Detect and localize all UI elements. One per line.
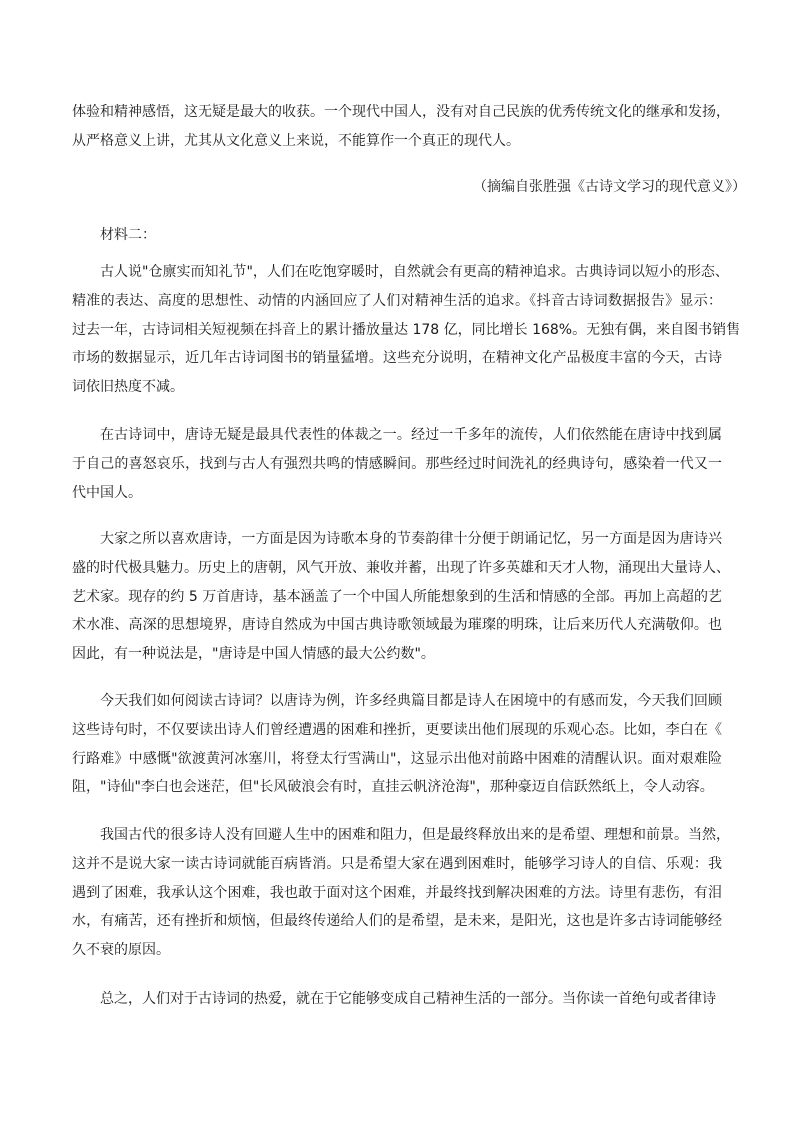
text-line: 阻，"诗仙"李白也会迷茫，但"长风破浪会有时，直挂云帆济沧海"，那种豪迈自信跃然纸上，令人动容。 [72, 779, 714, 796]
paragraph-5 [72, 821, 730, 965]
text-line: 古人说"仓廪实而知礼节"，人们在吃饱穿暖时，自然就会有更高的精神追求。古典诗词以短小的形态、 [100, 264, 729, 280]
paragraph-3 [72, 525, 730, 669]
material-heading: 材料二： [100, 227, 156, 243]
text-line: 水，有痛苦，还有挫折和烦恼，但最终传递给人们的是希望，是未来，是阳光，这也是许多古诗词能够经 [72, 913, 722, 930]
text-line: 行路难》中感慨"欲渡黄河冰塞川，将登太行雪满山"，这显示出他对前路中困难的清醒认识。面对艰难险 [72, 750, 722, 767]
intro-paragraph [72, 98, 730, 156]
text-line: 这些诗句时，不仅要读出诗人们曾经遭遇的困难和挫折，更要读出他们展现的乐观心态。比如，李白在《 [72, 721, 722, 738]
text-line: 过去一年，古诗词相关短视频在抖音上的累计播放量达 178 亿，同比增长 168%。无独有偶，来自图书销售 [72, 321, 741, 338]
text-line: 总之，人们对于古诗词的热爱，就在于它能够变成自己精神生活的一部分。当你读一首绝句或者律诗 [100, 991, 716, 1007]
text-line: 因此，有一种说法是，"唐诗是中国人情感的最大公约数"。 [72, 646, 435, 663]
text-line: 体验和精神感悟，这无疑是最大的收获。一个现代中国人，没有对自己民族的优秀传统文化的继承和发扬， [72, 104, 730, 120]
text-line: 词依旧热度不减。 [72, 379, 184, 396]
text-line: 大家之所以喜欢唐诗，一方面是因为诗歌本身的节奏韵律十分便于朗诵记忆，另一方面是因为唐诗兴 [100, 531, 722, 547]
paragraph-4 [72, 687, 722, 802]
paragraph-6 [72, 985, 722, 1014]
text-line: 从严格意义上讲，尤其从文化意义上来说，不能算作一个真正的现代人。 [72, 132, 520, 149]
text-line: 于自己的喜怒哀乐，找到与古人有强烈共鸣的情感瞬间。那些经过时间洗礼的经典诗句，感染着一代又一 [72, 455, 722, 472]
paragraph-2 [72, 421, 722, 507]
text-line: 我国古代的很多诗人没有回避人生中的困难和阻力，但是最终释放出来的是希望、理想和前景。当然， [100, 827, 730, 843]
paragraph-1 [72, 258, 741, 402]
text-line: 久不衰的原因。 [72, 942, 170, 959]
text-line: 在古诗词中，唐诗无疑是最具代表性的体裁之一。经过一千多年的流传，人们依然能在唐诗中找到属 [100, 427, 722, 443]
text-line: 遇到了困难，我承认这个困难，我也敢于面对这个困难，并最终找到解决困难的方法。诗里有悲伤，有泪 [72, 884, 722, 901]
text-line: 盛的时代极具魅力。历史上的唐朝，风气开放、兼收并蓄，出现了许多英雄和天才人物，涌现出大量诗人、 [72, 559, 730, 576]
text-line: 今天我们如何阅读古诗词？以唐诗为例，许多经典篇目都是诗人在困境中的有感而发，今天我们回顾 [100, 693, 722, 709]
text-line: 艺术家。现存的约 5 万首唐诗，基本涵盖了一个中国人所能想象到的生活和情感的全部。再加上高超的艺 [72, 588, 722, 605]
source-citation: （摘编自张胜强《古诗文学习的现代意义》） [473, 179, 746, 195]
text-line: 术水准、高深的思想境界，唐诗自然成为中国古典诗歌领域最为璀璨的明珠，让后来历代人充满敬仰。也 [72, 617, 722, 634]
text-line: 市场的数据显示，近几年古诗词图书的销量猛增。这些充分说明，在精神文化产品极度丰富的今天，古诗 [72, 350, 722, 367]
text-line: 这并不是说大家一读古诗词就能百病皆消。只是希望大家在遇到困难时，能够学习诗人的自信、乐观：我 [72, 855, 722, 872]
text-line: 代中国人。 [72, 484, 142, 501]
text-line: 精准的表达、高度的思想性、动情的内涵回应了人们对精神生活的追求。《抖音古诗词数据报告》显示： [72, 292, 722, 309]
